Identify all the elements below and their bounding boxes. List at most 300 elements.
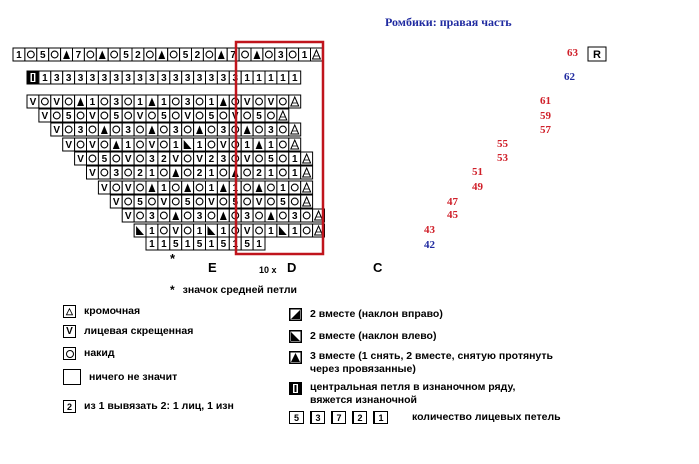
stitch-cell	[170, 95, 182, 108]
stitch-cell	[289, 224, 301, 237]
svg-text:V: V	[184, 111, 191, 123]
row-number: 61	[540, 95, 551, 107]
svg-text:5: 5	[161, 111, 167, 123]
stitch-cell	[301, 195, 313, 208]
stitch-cell	[241, 123, 253, 136]
stitch-cell	[156, 48, 168, 61]
svg-text:7: 7	[75, 50, 82, 62]
stitch-cell	[158, 209, 170, 222]
stitch-cell	[289, 181, 301, 194]
chart-row	[98, 181, 312, 194]
section-label-d: D	[287, 260, 297, 275]
stitch-cell	[265, 195, 277, 208]
stitch-cell	[227, 48, 239, 61]
stitch-cell	[134, 95, 146, 108]
svg-text:3: 3	[184, 73, 191, 85]
svg-text:1: 1	[208, 183, 215, 195]
stitch-cell	[146, 109, 158, 122]
stitch-cell	[110, 181, 122, 194]
stitch-cell	[265, 138, 277, 151]
stitch-cell	[182, 109, 194, 122]
stitch-cell	[277, 195, 289, 208]
svg-text:2: 2	[256, 168, 262, 180]
knit-count-1-icon: 1	[373, 411, 388, 424]
svg-text:1: 1	[208, 97, 215, 109]
chart-row	[134, 224, 324, 237]
stitch-cell	[241, 109, 253, 122]
legend-item-yarn-over: накид	[63, 347, 115, 360]
stitch-cell	[122, 95, 134, 108]
svg-text:1: 1	[208, 168, 215, 180]
svg-text:1: 1	[16, 50, 22, 62]
svg-text:5: 5	[184, 197, 191, 209]
legend-item-no-stitch: ничего не значит	[63, 369, 177, 385]
stitch-cell	[87, 152, 99, 165]
stitch-cell	[122, 123, 134, 136]
chart-row	[13, 48, 322, 61]
svg-text:3: 3	[196, 73, 203, 85]
stitch-cell	[265, 95, 277, 108]
stitch-cell	[277, 71, 289, 84]
svg-text:1: 1	[149, 226, 155, 238]
svg-text:5: 5	[268, 154, 274, 166]
yarn-over-icon	[63, 347, 76, 360]
svg-text:V: V	[124, 211, 132, 223]
star-icon: *	[170, 283, 175, 297]
stitch-cell	[170, 166, 182, 179]
svg-text:3: 3	[277, 50, 284, 62]
chart-row	[27, 95, 301, 108]
stitch-cell	[253, 71, 265, 84]
stitch-cell	[63, 109, 75, 122]
row-number: 43	[424, 224, 435, 236]
stitch-cell	[84, 48, 96, 61]
stitch-cell	[203, 48, 215, 61]
svg-text:5: 5	[39, 50, 46, 62]
svg-text:V: V	[172, 226, 180, 238]
svg-text:3: 3	[149, 73, 155, 85]
stitch-cell	[206, 195, 218, 208]
stitch-cell	[206, 166, 218, 179]
stitch-cell	[146, 166, 158, 179]
stitch-cell	[98, 123, 110, 136]
row-number: 57	[540, 124, 551, 136]
stitch-cell	[134, 224, 146, 237]
stitch-cell	[134, 166, 146, 179]
stitch-cell	[13, 48, 25, 61]
svg-text:3: 3	[220, 125, 227, 137]
row-number: 63	[567, 47, 578, 59]
svg-text:3: 3	[220, 154, 227, 166]
stitch-cell	[170, 152, 182, 165]
svg-text:1: 1	[244, 73, 250, 85]
stitch-cell	[180, 48, 192, 61]
svg-text:2: 2	[208, 154, 215, 166]
stitch-cell	[301, 166, 313, 179]
svg-text:V: V	[172, 154, 180, 166]
stitch-cell	[265, 181, 277, 194]
stitch-cell	[170, 224, 182, 237]
k2tog-left-icon	[289, 330, 302, 343]
stitch-cell	[158, 237, 170, 250]
stitch-cell	[301, 181, 313, 194]
stitch-cell	[158, 166, 170, 179]
stitch-cell	[289, 71, 301, 84]
svg-text:1: 1	[89, 97, 96, 109]
svg-text:5: 5	[182, 50, 189, 62]
stitch-cell	[146, 224, 158, 237]
stitch-cell	[37, 48, 49, 61]
stitch-cell	[182, 138, 194, 151]
empty-cell-icon	[63, 369, 81, 385]
svg-text:3: 3	[113, 73, 120, 85]
stitch-cell	[146, 95, 158, 108]
svg-text:1: 1	[196, 226, 203, 238]
svg-text:V: V	[255, 197, 263, 209]
svg-text:5: 5	[244, 239, 250, 251]
stitch-cell	[122, 71, 134, 84]
stitch-cell	[253, 209, 265, 222]
svg-text:V: V	[112, 197, 120, 209]
svg-text:V: V	[124, 154, 132, 166]
svg-text:3: 3	[53, 73, 60, 85]
stitch-cell	[299, 48, 311, 61]
svg-text:1: 1	[196, 140, 203, 152]
svg-text:3: 3	[208, 73, 215, 85]
stitch-cell	[158, 109, 170, 122]
svg-text:1: 1	[280, 183, 286, 195]
svg-text:1: 1	[301, 50, 308, 62]
stitch-cell	[63, 95, 75, 108]
stitch-cell	[217, 166, 229, 179]
stitch-cell	[122, 152, 134, 165]
row-number: 45	[447, 209, 458, 221]
k3tog-icon	[289, 351, 302, 364]
svg-text:1: 1	[42, 73, 48, 85]
svg-text:3: 3	[149, 154, 155, 166]
stitch-cell	[241, 237, 253, 250]
chart-row	[87, 166, 313, 179]
stitch-cell	[301, 209, 313, 222]
svg-text:V: V	[53, 97, 61, 109]
legend-item-k3tog: 3 вместе (1 снять, 2 вместе, снятую протянуть через провязанные)	[289, 350, 555, 376]
stitch-cell	[289, 209, 301, 222]
legend-item-k2tog-left: 2 вместе (наклон влево)	[289, 330, 436, 343]
stitch-cell	[289, 195, 301, 208]
svg-text:3: 3	[232, 73, 239, 85]
svg-text:1: 1	[268, 73, 274, 85]
knit-count-5-icon: 5	[289, 411, 304, 424]
stitch-cell	[206, 71, 218, 84]
section-label-star: *	[170, 251, 176, 266]
stitch-cell	[182, 71, 194, 84]
svg-text:1: 1	[232, 239, 239, 251]
stitch-cell	[170, 109, 182, 122]
stitch-cell	[170, 209, 182, 222]
stitch-cell	[87, 166, 99, 179]
stitch-cell	[194, 95, 206, 108]
stitch-cell	[253, 123, 265, 136]
stitch-cell	[241, 166, 253, 179]
stitch-cell	[241, 209, 253, 222]
svg-text:3: 3	[77, 125, 84, 137]
stitch-cell	[194, 166, 206, 179]
stitch-cell	[132, 48, 144, 61]
stitch-cell	[87, 71, 99, 84]
stitch-cell	[277, 181, 289, 194]
stitch-cell	[61, 48, 73, 61]
stitch-cell	[253, 195, 265, 208]
svg-text:3: 3	[125, 73, 131, 85]
stitch-cell	[277, 95, 289, 108]
stitch-cell	[134, 181, 146, 194]
svg-text:1: 1	[291, 226, 298, 238]
row-number: 62	[564, 71, 575, 83]
stitch-cell	[194, 195, 206, 208]
stitch-cell	[206, 224, 218, 237]
stitch-cell	[146, 237, 158, 250]
svg-text:5: 5	[208, 111, 215, 123]
svg-text:3: 3	[113, 168, 120, 180]
stitch-cell	[98, 138, 110, 151]
stitch-cell	[170, 195, 182, 208]
stitch-cell	[87, 109, 99, 122]
stitch-cell	[194, 109, 206, 122]
stitch-cell	[265, 166, 277, 179]
stitch-cell	[301, 152, 313, 165]
chart-row	[51, 123, 301, 136]
stitch-cell	[182, 181, 194, 194]
stitch-cell	[27, 95, 39, 108]
stitch-cell	[253, 109, 265, 122]
svg-text:R: R	[593, 49, 601, 61]
stitch-cell	[289, 152, 301, 165]
stitch-cell	[277, 224, 289, 237]
stitch-cell	[287, 48, 299, 61]
legend-item-center-purl: центральная петля в изнаночном ряду, вяжется изнаночной	[289, 381, 540, 407]
stitch-cell	[277, 166, 289, 179]
stitch-cell	[98, 95, 110, 108]
stitch-cell	[146, 181, 158, 194]
stitch-cell	[241, 152, 253, 165]
knit-count-2-icon: 2	[352, 411, 367, 424]
stitch-cell	[263, 48, 275, 61]
stitch-cell	[182, 123, 194, 136]
stitch-cell	[217, 109, 229, 122]
stitch-cell	[182, 166, 194, 179]
stitch-cell	[158, 138, 170, 151]
stitch-cell	[239, 48, 251, 61]
row-number: 47	[447, 196, 458, 208]
stitch-cell	[289, 138, 301, 151]
stitch-cell	[170, 71, 182, 84]
svg-text:3: 3	[149, 211, 155, 223]
stitch-cell	[182, 95, 194, 108]
stitch-cell	[241, 195, 253, 208]
stitch-cell	[110, 152, 122, 165]
svg-text:1: 1	[208, 239, 215, 251]
svg-text:3: 3	[184, 97, 191, 109]
stitch-cell	[51, 109, 63, 122]
legend-item-knit-count: 5 3 7 2 1 количество лицевых петель	[289, 411, 561, 424]
stitch-cell	[51, 95, 63, 108]
stitch-cell	[194, 152, 206, 165]
stitch-cell	[289, 166, 301, 179]
legend-item-twisted-knit: V лицевая скрещенная	[63, 325, 193, 338]
stitch-cell	[253, 224, 265, 237]
chart-row	[39, 109, 289, 122]
stitch-cell	[301, 224, 313, 237]
stitch-cell	[98, 181, 110, 194]
stitch-cell	[206, 123, 218, 136]
stitch-cell	[217, 152, 229, 165]
svg-text:V: V	[65, 140, 72, 152]
stitch-cell	[253, 181, 265, 194]
stitch-cell	[110, 123, 122, 136]
svg-text:1: 1	[161, 183, 167, 195]
svg-text:V: V	[53, 125, 61, 137]
chart-title: Ромбики: правая часть	[385, 15, 512, 29]
section-label-e: E	[208, 260, 217, 275]
svg-text:5: 5	[220, 239, 227, 251]
stitch-cell	[75, 109, 87, 122]
stitch-cell	[194, 209, 206, 222]
stitch-cell	[206, 95, 218, 108]
stitch-cell	[146, 209, 158, 222]
stitch-cell	[158, 95, 170, 108]
stitch-cell	[158, 181, 170, 194]
svg-text:3: 3	[161, 73, 167, 85]
legend-item-edge: △ кромочная	[63, 305, 140, 318]
svg-text:3: 3	[113, 97, 120, 109]
svg-text:3: 3	[220, 73, 227, 85]
stitch-cell	[122, 138, 134, 151]
stitch-cell	[206, 109, 218, 122]
stitch-cell	[63, 138, 75, 151]
svg-text:3: 3	[101, 73, 108, 85]
stitch-cell	[277, 109, 289, 122]
stitch-cell	[275, 48, 287, 61]
stitch-cell	[75, 138, 87, 151]
stitch-cell	[110, 138, 122, 151]
svg-text:V: V	[89, 111, 96, 123]
stitch-cell	[146, 71, 158, 84]
svg-text:3: 3	[196, 211, 203, 223]
svg-text:V: V	[89, 140, 96, 152]
stitch-cell	[217, 123, 229, 136]
stitch-cell	[192, 48, 204, 61]
stitch-cell	[98, 109, 110, 122]
svg-text:5: 5	[137, 197, 143, 209]
stitch-cell	[194, 123, 206, 136]
stitch-cell	[51, 71, 63, 84]
svg-text:V: V	[101, 183, 108, 195]
stitch-cell	[134, 209, 146, 222]
stitch-cell	[170, 181, 182, 194]
stitch-cell	[217, 237, 229, 250]
svg-text:1: 1	[268, 140, 274, 152]
svg-text:3: 3	[125, 125, 131, 137]
stitch-cell	[253, 138, 265, 151]
stitch-cell	[215, 48, 227, 61]
stitch-cell	[87, 123, 99, 136]
stitch-cell	[96, 48, 108, 61]
stitch-cell	[98, 166, 110, 179]
svg-text:2: 2	[194, 50, 201, 62]
stitch-cell	[251, 48, 263, 61]
stitch-cell	[253, 237, 265, 250]
svg-text:V: V	[243, 97, 251, 109]
stitch-cell	[217, 71, 229, 84]
stitch-cell	[87, 95, 99, 108]
stitch-cell	[182, 195, 194, 208]
svg-text:5: 5	[172, 239, 179, 251]
svg-text:1: 1	[256, 239, 262, 251]
stitch-cell	[194, 71, 206, 84]
svg-text:2: 2	[161, 154, 167, 166]
chart-row	[110, 195, 312, 208]
stitch-cell	[75, 152, 87, 165]
svg-text:V: V	[243, 154, 251, 166]
stitch-cell	[168, 48, 180, 61]
stitch-cell	[49, 48, 61, 61]
svg-text:1: 1	[232, 183, 239, 195]
stitch-cell	[194, 237, 206, 250]
stitch-cell	[108, 48, 120, 61]
stitch-cell	[122, 209, 134, 222]
stitch-cell	[122, 181, 134, 194]
stitch-cell	[134, 152, 146, 165]
svg-text:1: 1	[280, 73, 286, 85]
legend-item-center-stitch: * значок средней петли	[170, 283, 297, 297]
stitch-cell	[134, 195, 146, 208]
stitch-cell	[98, 71, 110, 84]
stitch-cell	[63, 71, 75, 84]
stitch-cell	[265, 152, 277, 165]
svg-text:1: 1	[149, 168, 155, 180]
svg-text:V: V	[220, 140, 227, 152]
stitch-cell	[110, 109, 122, 122]
stitch-cell	[39, 95, 51, 108]
svg-text:1: 1	[125, 140, 131, 152]
svg-text:5: 5	[65, 111, 72, 123]
svg-text:V: V	[89, 168, 96, 180]
stitch-cell	[158, 224, 170, 237]
stitch-cell	[182, 224, 194, 237]
svg-text:V: V	[160, 197, 168, 209]
repeat-count: 10 x	[259, 265, 277, 275]
stitch-cell	[122, 195, 134, 208]
svg-text:1: 1	[184, 239, 191, 251]
stitch-cell	[194, 138, 206, 151]
stitch-cell	[217, 138, 229, 151]
stitch-cell	[75, 95, 87, 108]
stitch-cell	[289, 123, 301, 136]
center-purl-icon	[289, 382, 302, 395]
stitch-cell	[289, 95, 301, 108]
stitch-cell	[170, 138, 182, 151]
svg-text:V: V	[41, 111, 49, 123]
stitch-cell	[206, 181, 218, 194]
stitch-cell	[182, 209, 194, 222]
edge-stitch-icon: △	[63, 305, 76, 318]
k2tog-right-icon	[289, 308, 302, 321]
legend-item-increase: 2 из 1 вывязать 2: 1 лиц, 1 изн	[63, 400, 234, 413]
row-number: 49	[472, 181, 483, 193]
twisted-knit-icon: V	[63, 325, 76, 338]
stitch-cell	[146, 152, 158, 165]
row-marker	[588, 47, 606, 61]
